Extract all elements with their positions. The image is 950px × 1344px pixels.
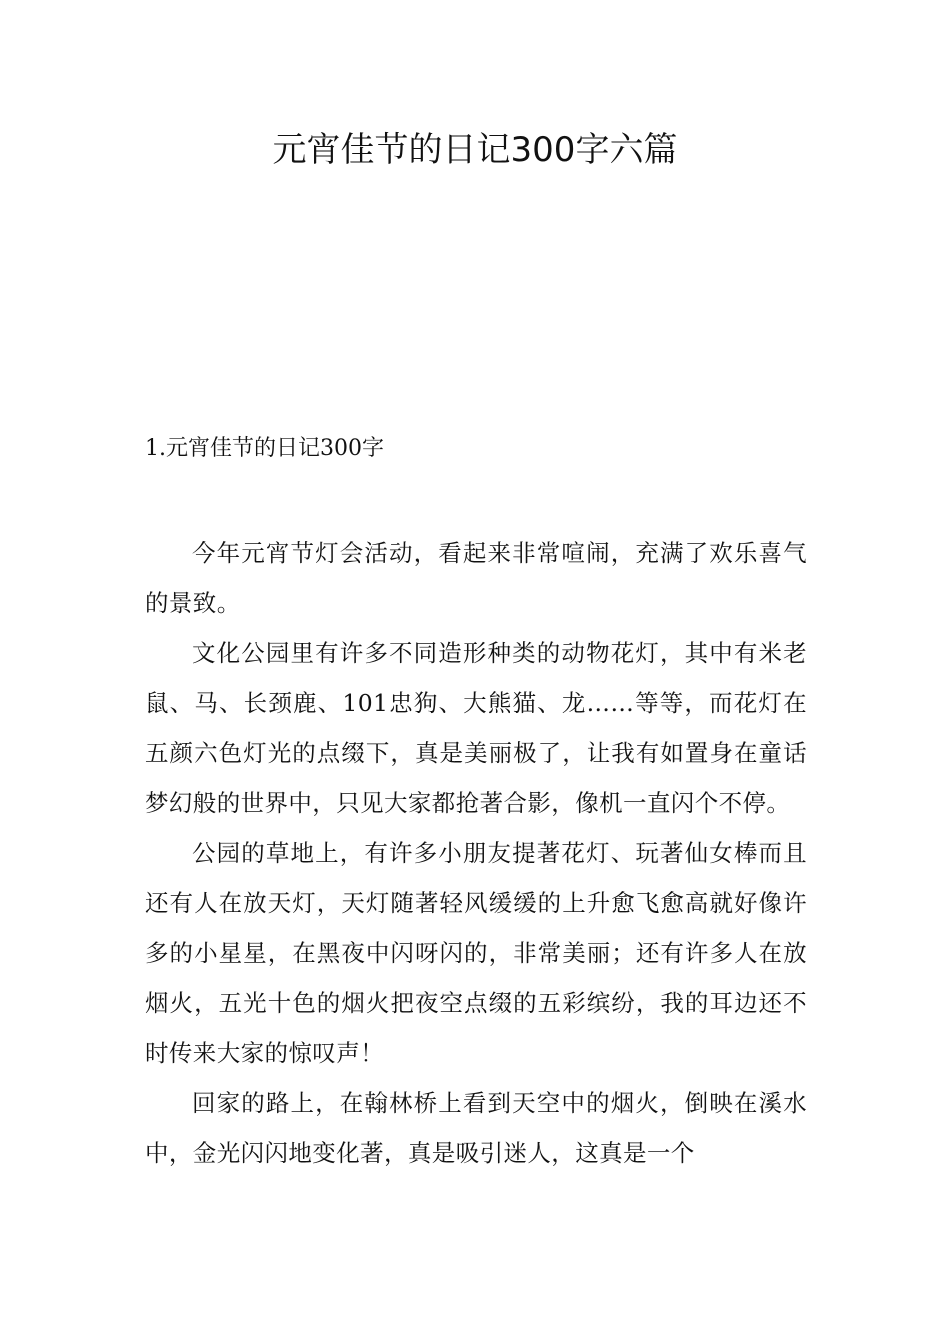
paragraph: 公园的草地上，有许多小朋友提著花灯、玩著仙女棒而且还有人在放天灯，天灯随著轻风缓缓的上升愈飞愈高就好像许多的小星星，在黑夜中闪呀闪的，非常美丽；还有许多人在放烟火，五光十色的烟火把夜空点缀的五彩缤纷，我的耳边还不时传来大家的惊叹声！ bbox=[145, 839, 807, 1067]
paragraph: 回家的路上，在翰林桥上看到天空中的烟火，倒映在溪水中，金光闪闪地变化著，真是吸引迷人，这真是一个 bbox=[145, 1089, 807, 1167]
section-heading: 1.元宵佳节的日记300字 bbox=[145, 436, 384, 461]
document-title: 元宵佳节的日记300字六篇 bbox=[272, 130, 678, 170]
paragraph: 文化公园里有许多不同造形种类的动物花灯，其中有米老鼠、马、长颈鹿、101忠狗、大熊猫、龙……等等，而花灯在五颜六色灯光的点缀下，真是美丽极了，让我有如置身在童话梦幻般的世界中，只见大家都抢著合影，像机一直闪个不停。 bbox=[145, 639, 807, 817]
paragraph: 今年元宵节灯会活动，看起来非常喧闹，充满了欢乐喜气的景致。 bbox=[145, 539, 807, 617]
document-body bbox=[145, 528, 807, 1178]
